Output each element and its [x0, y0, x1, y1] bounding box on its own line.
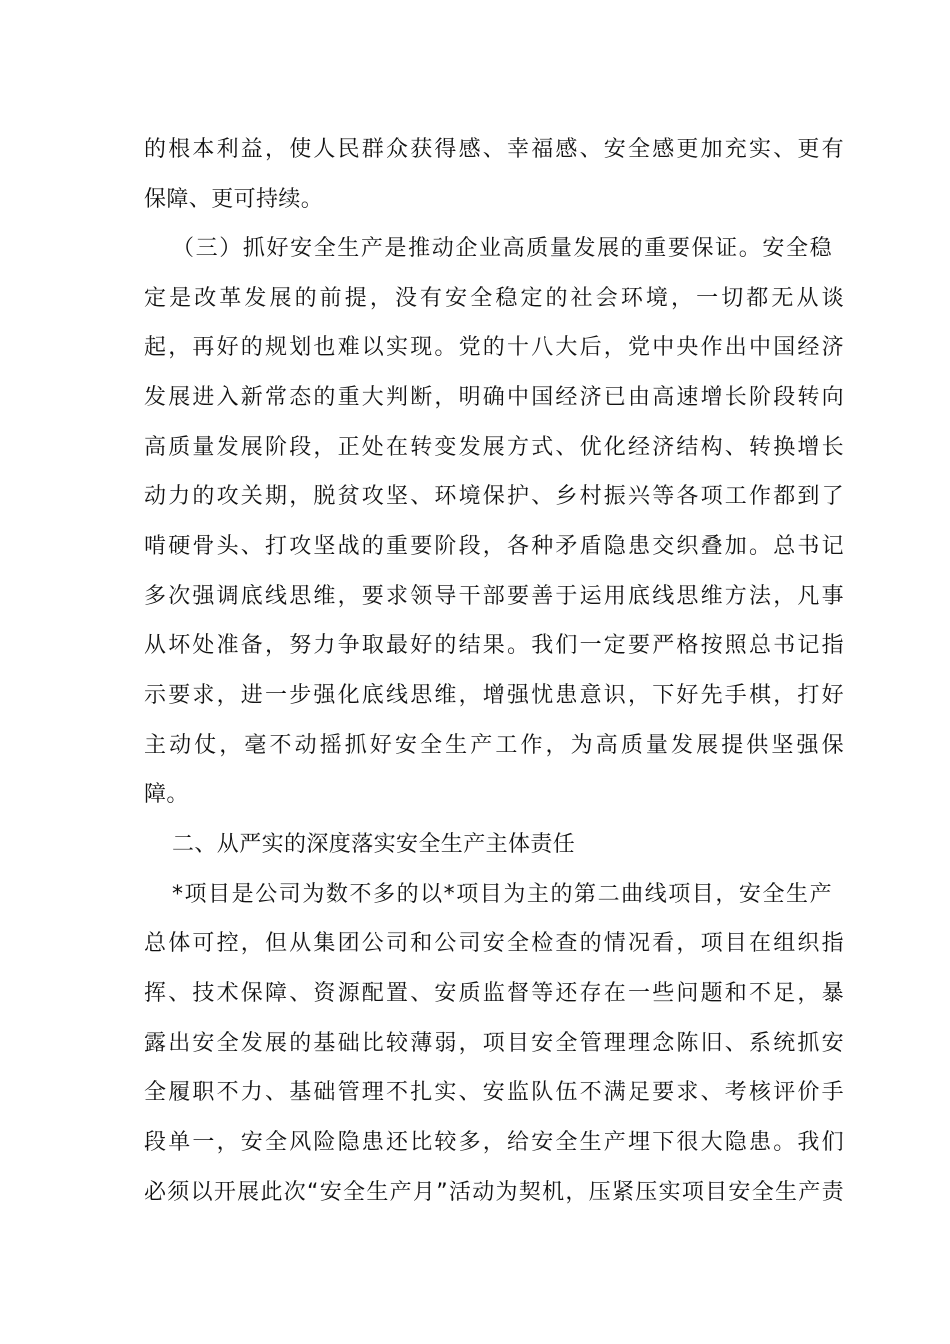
body-text-line: 保障、更可持续。 — [144, 187, 324, 212]
body-text-line: 多次强调底线思维，要求领导干部要善于运用底线思维方法，凡事 — [144, 584, 844, 609]
body-text-line: 发展进入新常态的重大判断，明确中国经济已由高速增长阶段转向 — [144, 385, 844, 410]
body-text-line: 主动仗，毫不动摇抓好安全生产工作，为高质量发展提供坚强保 — [144, 733, 844, 758]
body-text-line: 露出安全发展的基础比较薄弱，项目安全管理理念陈旧、系统抓安 — [144, 1031, 844, 1056]
section-heading-paragraph-line: （三）抓好安全生产是推动企业高质量发展的重要保证。安全稳 — [172, 236, 832, 261]
body-text-line: 啃硬骨头、打攻坚战的重要阶段，各种矛盾隐患交织叠加。总书记 — [144, 534, 844, 559]
body-text-line: 总体可控，但从集团公司和公司安全检查的情况看，项目在组织指 — [144, 931, 844, 956]
body-text-line: 障。 — [144, 782, 189, 807]
body-text-line: 起，再好的规划也难以实现。党的十八大后，党中央作出中国经济 — [144, 335, 844, 360]
body-text-line: 全履职不力、基础管理不扎实、安监队伍不满足要求、考核评价手 — [144, 1080, 844, 1105]
body-text-line: 示要求，进一步强化底线思维，增强忧患意识，下好先手棋，打好 — [144, 683, 844, 708]
body-text-line: *项目是公司为数不多的以*项目为主的第二曲线项目，安全生产 — [172, 882, 832, 907]
body-text-line: 高质量发展阶段，正处在转变发展方式、优化经济结构、转换增长 — [144, 435, 844, 460]
body-text-line: 挥、技术保障、资源配置、安质监督等还存在一些问题和不足，暴 — [144, 981, 844, 1006]
section-heading: 二、从严实的深度落实安全生产主体责任 — [172, 832, 576, 857]
body-text-line: 从坏处准备，努力争取最好的结果。我们一定要严格按照总书记指 — [144, 633, 844, 658]
body-text-line: 段单一，安全风险隐患还比较多，给安全生产埋下很大隐患。我们 — [144, 1130, 844, 1155]
body-text-line: 定是改革发展的前提，没有安全稳定的社会环境，一切都无从谈 — [144, 286, 844, 311]
body-text-line: 动力的攻关期，脱贫攻坚、环境保护、乡村振兴等各项工作都到了 — [144, 484, 844, 509]
body-text-line: 必须以开展此次“安全生产月”活动为契机，压紧压实项目安全生产责 — [144, 1180, 844, 1205]
body-text-line: 的根本利益，使人民群众获得感、幸福感、安全感更加充实、更有 — [144, 137, 844, 162]
